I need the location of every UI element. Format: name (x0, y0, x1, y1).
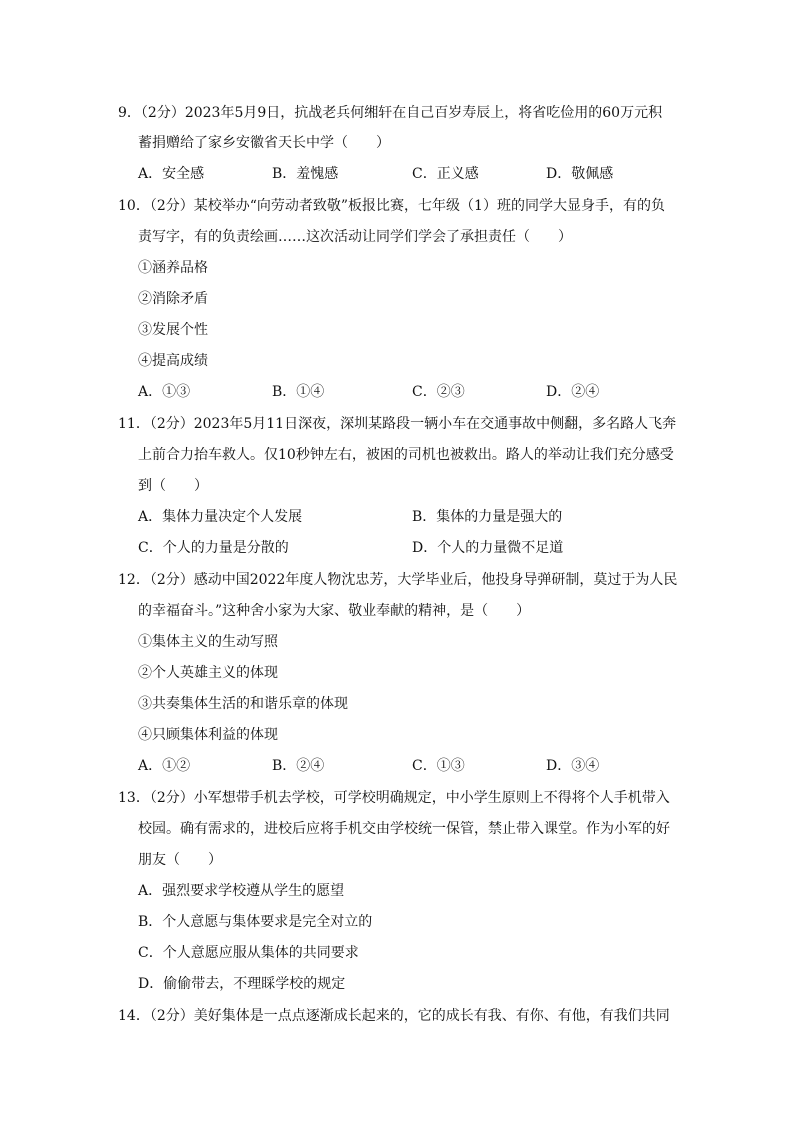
question-13-line-2: 校园。确有需求的，进校后应将手机交由学校统一保管，禁止带入课堂。作为小军的好 (138, 821, 670, 837)
question-10-line-2: 责写字，有的负责绘画……这次活动让同学们学会了承担责任（ ） (138, 229, 572, 245)
question-11-line-2: 上前合力抬车救人。仅10秒钟左右，被困的司机也被救出。路人的举动让我们充分感受 (138, 447, 674, 463)
question-9-option-a: A．安全感 (138, 166, 205, 182)
question-10-statement-4: ④提高成绩 (138, 353, 208, 369)
question-11-line-1: 11．（2分）2023年5月11日深夜，深圳某路段一辆小车在交通事故中侧翻，多名路人飞奔 (118, 416, 677, 432)
question-13-line-3: 朋友（ ） (138, 852, 222, 868)
question-10-statement-2: ②消除矛盾 (138, 291, 208, 307)
question-13-line-1: 13．（2分）小军想带手机去学校，可学校明确规定，中小学生原则上不得将个人手机带入 (118, 790, 670, 806)
question-10-line-1: 10．（2分）某校举办“向劳动者致敬”板报比赛，七年级（1）班的同学大显身手，有的负 (118, 198, 665, 214)
question-11-option-b: B．集体的力量是强大的 (412, 509, 563, 525)
question-9-option-b: B．羞愧感 (272, 166, 339, 182)
question-11-option-d: D．个人的力量微不足道 (412, 540, 564, 556)
question-13-option-b: B．个人意愿与集体要求是完全对立的 (138, 914, 373, 930)
question-12-option-d: D．③④ (546, 758, 600, 774)
question-11-line-3: 到（ ） (138, 478, 208, 494)
question-10-option-c: C．②③ (412, 384, 465, 400)
question-12-option-c: C．①③ (412, 758, 465, 774)
question-14-line-1: 14．（2分）美好集体是一点点逐渐成长起来的，它的成长有我、有你、有他，有我们共同 (118, 1008, 670, 1024)
question-12-statement-2: ②个人英雄主义的体现 (138, 665, 278, 681)
question-12-option-b: B．②④ (272, 758, 325, 774)
question-9-option-d: D．敬佩感 (546, 166, 614, 182)
question-10-option-d: D．②④ (546, 384, 600, 400)
question-12-statement-1: ①集体主义的生动写照 (138, 634, 278, 650)
question-10-statement-1: ①涵养品格 (138, 260, 208, 276)
question-12-option-a: A．①② (138, 758, 191, 774)
question-13-option-a: A．强烈要求学校遵从学生的愿望 (138, 883, 345, 899)
question-12-statement-3: ③共奏集体生活的和谐乐章的体现 (138, 696, 348, 712)
question-10-statement-3: ③发展个性 (138, 322, 208, 338)
question-12-line-1: 12．（2分）感动中国2022年度人物沈忠芳，大学毕业后，他投身导弹研制，莫过于为人民 (118, 572, 678, 588)
question-9-line-1: 9．（2分）2023年5月9日，抗战老兵何缃轩在自己百岁寿辰上，将省吃俭用的60万元积 (118, 105, 663, 121)
question-11-option-a: A．集体力量决定个人发展 (138, 509, 303, 525)
question-9-line-2: 蓄捐赠给了家乡安徽省天长中学（ ） (138, 135, 390, 151)
question-13-option-d: D．偷偷带去，不理睬学校的规定 (138, 976, 346, 992)
question-12-statement-4: ④只顾集体利益的体现 (138, 727, 278, 743)
question-11-option-c: C．个人的力量是分散的 (138, 540, 289, 556)
question-10-option-a: A．①③ (138, 384, 191, 400)
question-10-option-b: B．①④ (272, 384, 325, 400)
question-12-line-2: 的幸福奋斗。”这种舍小家为大家、敬业奉献的精神，是（ ） (138, 603, 531, 619)
question-13-option-c: C．个人意愿应服从集体的共同要求 (138, 945, 359, 961)
question-9-option-c: C．正义感 (412, 166, 479, 182)
